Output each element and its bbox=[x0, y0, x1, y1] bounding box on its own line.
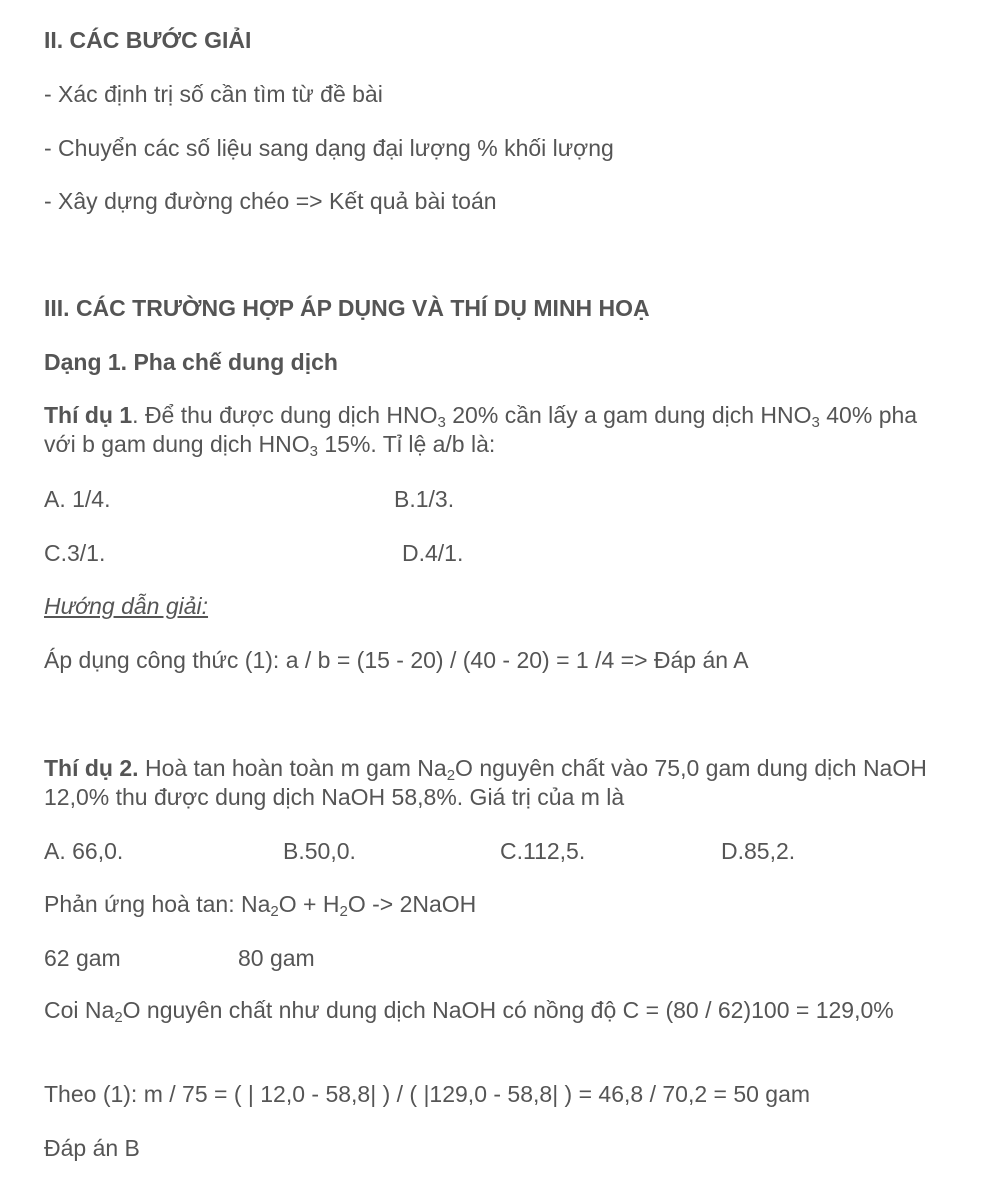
dang-1-heading: Dạng 1. Pha chế dung dịch bbox=[44, 349, 338, 375]
subscript: 3 bbox=[811, 414, 820, 431]
example-2-question bbox=[44, 754, 949, 812]
example-2-option-a: A. 66,0. bbox=[44, 838, 124, 864]
section-3-heading: III. CÁC TRƯỜNG HỢP ÁP DỤNG VÀ THÍ DỤ MINH HOẠ bbox=[44, 295, 650, 321]
coi-text-2: O nguyên chất như dung dịch NaOH có nồng độ C = (80 / 62)100 = 129,0% bbox=[122, 997, 894, 1023]
example-1-option-c: C.3/1. bbox=[44, 540, 106, 566]
subscript: 2 bbox=[270, 903, 279, 920]
example-1-text-4: 15%. Tỉ lệ a/b là: bbox=[318, 431, 496, 457]
guide-heading: Hướng dẫn giải: bbox=[44, 593, 209, 619]
subscript: 3 bbox=[437, 414, 446, 431]
reaction-line bbox=[44, 890, 476, 918]
subscript: 2 bbox=[446, 767, 456, 784]
example-2-option-c: C.112,5. bbox=[500, 838, 586, 864]
reaction-label: Phản ứng hoà tan: Na bbox=[44, 891, 271, 917]
example-2-text-2: O nguyên chất vào 75,0 gam dung dịch NaOH 12,0% thu được dung dịch NaOH 58,8%. Giá trị của m là bbox=[44, 755, 927, 810]
example-2-option-d: D.85,2. bbox=[721, 838, 796, 864]
example-2-label: Thí dụ 2. bbox=[44, 755, 139, 781]
example-1-question bbox=[44, 401, 949, 459]
subscript: 3 bbox=[309, 443, 318, 460]
subscript: 2 bbox=[114, 1009, 123, 1026]
example-1-text-3: 40% pha với b gam dung dịch HNO bbox=[44, 402, 918, 457]
final-answer: Đáp án B bbox=[44, 1135, 140, 1161]
subscript: 2 bbox=[339, 903, 348, 920]
step-3: - Xây dựng đường chéo => Kết quả bài toán bbox=[44, 188, 497, 214]
example-1-label: Thí dụ 1 bbox=[44, 402, 133, 428]
mass-62: 62 gam bbox=[44, 945, 121, 971]
example-1-option-b: B.1/3. bbox=[394, 486, 455, 512]
step-1: - Xác định trị số cần tìm từ đề bài bbox=[44, 81, 383, 107]
example-1-text-1: . Để thu được dung dịch HNO bbox=[132, 402, 438, 428]
example-1-text-2: 20% cần lấy a gam dung dịch HNO bbox=[445, 402, 812, 428]
example-1-solution: Áp dụng công thức (1): a / b = (15 - 20) / (40 - 20) = 1 /4 => Đáp án A bbox=[44, 647, 749, 673]
coi-text-1: Coi Na bbox=[44, 997, 115, 1023]
reaction-end: O -> 2NaOH bbox=[347, 891, 477, 917]
step-2: - Chuyển các số liệu sang dạng đại lượng % khối lượng bbox=[44, 135, 614, 161]
example-2-text-1: Hoà tan hoàn toàn m gam Na bbox=[138, 755, 447, 781]
example-2-option-b: B.50,0. bbox=[283, 838, 356, 864]
reaction-mid: O + H bbox=[278, 891, 340, 917]
coi-line bbox=[44, 996, 949, 1025]
example-1-option-a: A. 1/4. bbox=[44, 486, 111, 512]
mass-80: 80 gam bbox=[238, 945, 315, 971]
theo-line: Theo (1): m / 75 = ( | 12,0 - 58,8| ) / ( |129,0 - 58,8| ) = 46,8 / 70,2 = 50 gam bbox=[44, 1081, 811, 1107]
example-1-option-d: D.4/1. bbox=[402, 540, 464, 566]
section-2-heading: II. CÁC BƯỚC GIẢI bbox=[44, 27, 252, 53]
